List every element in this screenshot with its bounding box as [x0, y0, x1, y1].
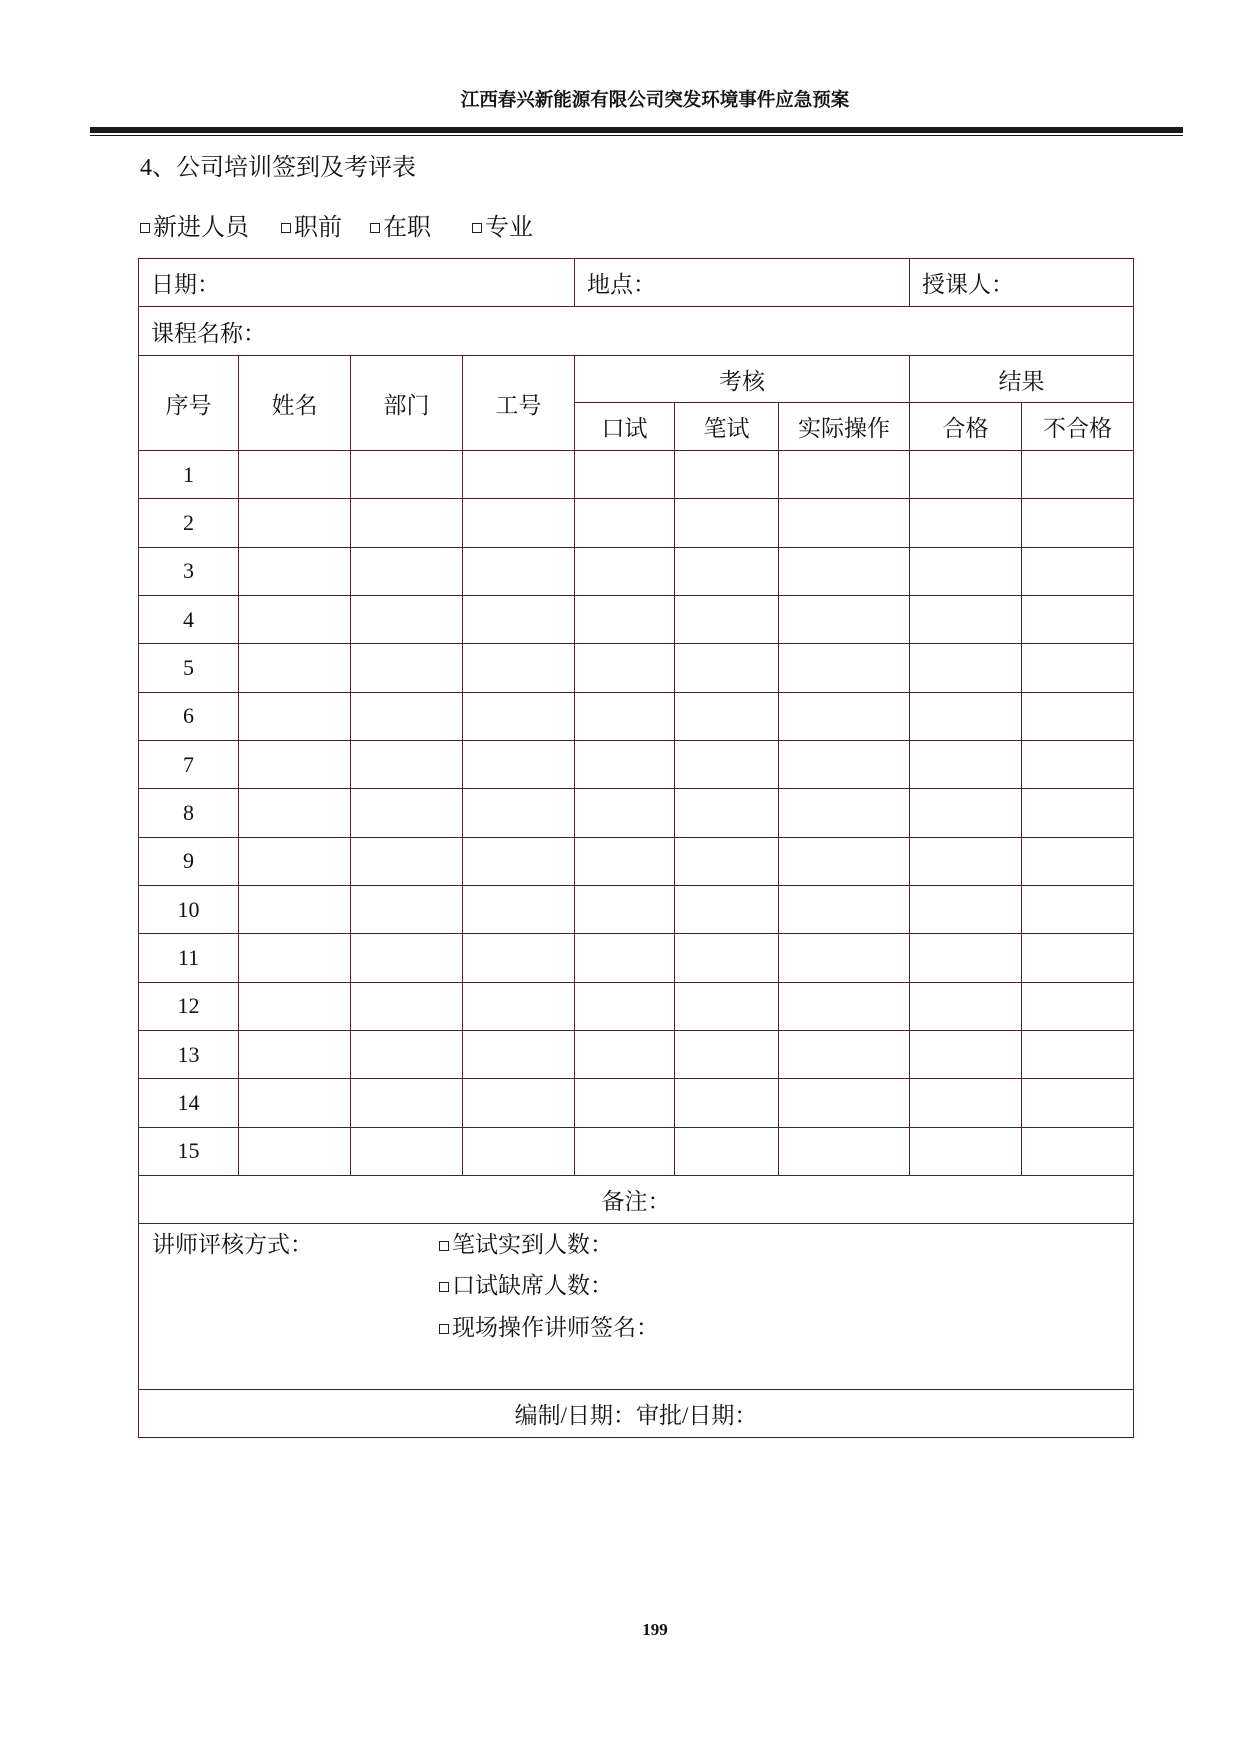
name-cell	[239, 837, 351, 885]
employee-id-cell	[463, 1079, 575, 1127]
table-row	[139, 1079, 1134, 1127]
remarks-row	[139, 1175, 1134, 1223]
evaluation-item-written-attendance	[439, 1224, 659, 1266]
department-cell	[351, 595, 463, 643]
option-label: 在职	[383, 215, 431, 241]
evaluation-items	[439, 1224, 659, 1349]
oral-exam-cell	[575, 451, 675, 499]
fail-cell	[1022, 982, 1134, 1030]
pass-cell	[910, 595, 1022, 643]
table-row	[139, 1127, 1134, 1175]
practical-exam-cell	[779, 982, 910, 1030]
row-number: 4	[139, 595, 239, 643]
oral-exam-cell	[575, 982, 675, 1030]
written-exam-cell	[675, 1030, 779, 1078]
pass-cell	[910, 499, 1022, 547]
pass-cell	[910, 885, 1022, 933]
department-cell	[351, 789, 463, 837]
practical-exam-cell	[779, 1079, 910, 1127]
fail-cell	[1022, 1030, 1134, 1078]
option-label: 专业	[485, 215, 533, 241]
column-header-name: 姓名	[239, 356, 351, 451]
section-title: 4、公司培训签到及考评表	[140, 155, 416, 181]
name-cell	[239, 934, 351, 982]
option-on-job	[370, 213, 431, 243]
checkbox-icon	[439, 1282, 449, 1292]
header-rule	[90, 127, 1183, 136]
practical-exam-cell	[779, 692, 910, 740]
name-cell	[239, 595, 351, 643]
fail-cell	[1022, 1079, 1134, 1127]
pass-cell	[910, 692, 1022, 740]
option-new-staff	[140, 213, 249, 243]
department-cell	[351, 982, 463, 1030]
row-number: 1	[139, 451, 239, 499]
employee-id-cell	[463, 595, 575, 643]
pass-cell	[910, 547, 1022, 595]
name-cell	[239, 547, 351, 595]
table-row	[139, 644, 1134, 692]
written-exam-cell	[675, 1127, 779, 1175]
evaluation-item-oral-absence	[439, 1265, 659, 1307]
row-number: 14	[139, 1079, 239, 1127]
employee-id-cell	[463, 692, 575, 740]
employee-id-cell	[463, 740, 575, 788]
department-cell	[351, 740, 463, 788]
column-header-employee-id: 工号	[463, 356, 575, 451]
written-exam-cell	[675, 789, 779, 837]
pass-cell	[910, 1079, 1022, 1127]
table-row	[139, 740, 1134, 788]
table-row	[139, 934, 1134, 982]
column-header-oral-exam: 口试	[575, 403, 675, 451]
row-number: 11	[139, 934, 239, 982]
written-exam-cell	[675, 885, 779, 933]
page-number: 199	[642, 1620, 668, 1639]
fail-cell	[1022, 934, 1134, 982]
date-label: 日期：	[139, 259, 575, 307]
oral-exam-cell	[575, 789, 675, 837]
evaluation-item-label: 笔试实到人数：	[452, 1231, 613, 1257]
department-cell	[351, 885, 463, 933]
row-number: 9	[139, 837, 239, 885]
oral-exam-cell	[575, 885, 675, 933]
oral-exam-cell	[575, 1079, 675, 1127]
row-number: 3	[139, 547, 239, 595]
row-number: 10	[139, 885, 239, 933]
employee-id-cell	[463, 982, 575, 1030]
evaluation-box	[139, 1224, 1133, 1388]
checkbox-icon	[281, 223, 291, 233]
written-exam-cell	[675, 692, 779, 740]
evaluation-item-onsite-signature	[439, 1307, 659, 1349]
practical-exam-cell	[779, 885, 910, 933]
name-cell	[239, 499, 351, 547]
pass-cell	[910, 451, 1022, 499]
table-row	[139, 982, 1134, 1030]
column-header-serial-no: 序号	[139, 356, 239, 451]
checkbox-icon	[370, 223, 380, 233]
table-row	[139, 499, 1134, 547]
written-exam-cell	[675, 740, 779, 788]
oral-exam-cell	[575, 644, 675, 692]
table-row	[139, 595, 1134, 643]
fail-cell	[1022, 789, 1134, 837]
practical-exam-cell	[779, 547, 910, 595]
info-row	[139, 259, 1134, 307]
department-cell	[351, 837, 463, 885]
evaluation-method-label: 讲师评核方式：	[152, 1231, 313, 1257]
written-exam-cell	[675, 595, 779, 643]
signoff-label: 编制/日期：审批/日期：	[139, 1389, 1134, 1437]
practical-exam-cell	[779, 595, 910, 643]
fail-cell	[1022, 547, 1134, 595]
department-cell	[351, 499, 463, 547]
oral-exam-cell	[575, 1127, 675, 1175]
evaluation-row	[139, 1223, 1134, 1389]
training-type-options	[0, 213, 700, 243]
fail-cell	[1022, 451, 1134, 499]
fail-cell	[1022, 595, 1134, 643]
table-row	[139, 789, 1134, 837]
written-exam-cell	[675, 934, 779, 982]
name-cell	[239, 1030, 351, 1078]
employee-id-cell	[463, 499, 575, 547]
employee-id-cell	[463, 1030, 575, 1078]
practical-exam-cell	[779, 644, 910, 692]
pass-cell	[910, 982, 1022, 1030]
employee-id-cell	[463, 547, 575, 595]
column-header-written-exam: 笔试	[675, 403, 779, 451]
employee-id-cell	[463, 885, 575, 933]
written-exam-cell	[675, 499, 779, 547]
fail-cell	[1022, 837, 1134, 885]
course-row	[139, 307, 1134, 356]
name-cell	[239, 644, 351, 692]
name-cell	[239, 740, 351, 788]
written-exam-cell	[675, 451, 779, 499]
table-row	[139, 692, 1134, 740]
practical-exam-cell	[779, 1127, 910, 1175]
name-cell	[239, 789, 351, 837]
evaluation-item-label: 口试缺席人数：	[452, 1273, 613, 1299]
training-signin-table	[138, 258, 1134, 1438]
option-label: 职前	[294, 215, 342, 241]
employee-id-cell	[463, 934, 575, 982]
column-header-fail: 不合格	[1022, 403, 1134, 451]
row-number: 7	[139, 740, 239, 788]
column-header-result: 结果	[910, 356, 1134, 403]
practical-exam-cell	[779, 740, 910, 788]
table-row	[139, 1030, 1134, 1078]
checkbox-icon	[439, 1324, 449, 1334]
remarks-label: 备注：	[139, 1175, 1134, 1223]
table-row	[139, 885, 1134, 933]
row-number: 6	[139, 692, 239, 740]
name-cell	[239, 1079, 351, 1127]
table-row	[139, 451, 1134, 499]
practical-exam-cell	[779, 789, 910, 837]
fail-cell	[1022, 740, 1134, 788]
checkbox-icon	[439, 1241, 449, 1251]
name-cell	[239, 451, 351, 499]
practical-exam-cell	[779, 499, 910, 547]
fail-cell	[1022, 499, 1134, 547]
oral-exam-cell	[575, 547, 675, 595]
instructor-label: 授课人：	[910, 259, 1134, 307]
location-label: 地点：	[575, 259, 910, 307]
entry-rows	[139, 451, 1134, 1176]
table-row	[139, 547, 1134, 595]
employee-id-cell	[463, 1127, 575, 1175]
row-number: 2	[139, 499, 239, 547]
row-number: 12	[139, 982, 239, 1030]
practical-exam-cell	[779, 934, 910, 982]
pass-cell	[910, 1030, 1022, 1078]
name-cell	[239, 885, 351, 933]
department-cell	[351, 451, 463, 499]
department-cell	[351, 692, 463, 740]
pass-cell	[910, 789, 1022, 837]
checkbox-icon	[140, 223, 150, 233]
pass-cell	[910, 644, 1022, 692]
oral-exam-cell	[575, 740, 675, 788]
column-header-department: 部门	[351, 356, 463, 451]
oral-exam-cell	[575, 837, 675, 885]
department-cell	[351, 1079, 463, 1127]
written-exam-cell	[675, 644, 779, 692]
table-row	[139, 837, 1134, 885]
employee-id-cell	[463, 451, 575, 499]
employee-id-cell	[463, 644, 575, 692]
option-label: 新进人员	[153, 215, 249, 241]
department-cell	[351, 547, 463, 595]
written-exam-cell	[675, 837, 779, 885]
page-header-title: 江西春兴新能源有限公司突发环境事件应急预案	[460, 91, 850, 111]
oral-exam-cell	[575, 692, 675, 740]
employee-id-cell	[463, 837, 575, 885]
written-exam-cell	[675, 1079, 779, 1127]
fail-cell	[1022, 885, 1134, 933]
employee-id-cell	[463, 789, 575, 837]
row-number: 5	[139, 644, 239, 692]
pass-cell	[910, 740, 1022, 788]
pass-cell	[910, 837, 1022, 885]
oral-exam-cell	[575, 499, 675, 547]
evaluation-item-label: 现场操作讲师签名：	[452, 1314, 659, 1340]
practical-exam-cell	[779, 837, 910, 885]
fail-cell	[1022, 692, 1134, 740]
pass-cell	[910, 934, 1022, 982]
practical-exam-cell	[779, 451, 910, 499]
oral-exam-cell	[575, 1030, 675, 1078]
column-header-pass: 合格	[910, 403, 1022, 451]
department-cell	[351, 1127, 463, 1175]
option-pre-job	[281, 213, 342, 243]
oral-exam-cell	[575, 595, 675, 643]
written-exam-cell	[675, 547, 779, 595]
name-cell	[239, 692, 351, 740]
department-cell	[351, 934, 463, 982]
oral-exam-cell	[575, 934, 675, 982]
fail-cell	[1022, 644, 1134, 692]
department-cell	[351, 1030, 463, 1078]
row-number: 13	[139, 1030, 239, 1078]
fail-cell	[1022, 1127, 1134, 1175]
column-header-assessment: 考核	[575, 356, 910, 403]
signoff-row	[139, 1389, 1134, 1437]
course-name-label: 课程名称：	[139, 307, 1134, 356]
name-cell	[239, 1127, 351, 1175]
option-professional	[472, 213, 533, 243]
pass-cell	[910, 1127, 1022, 1175]
evaluation-cell	[139, 1223, 1134, 1389]
written-exam-cell	[675, 982, 779, 1030]
column-header-practical: 实际操作	[779, 403, 910, 451]
header-row	[139, 356, 1134, 403]
practical-exam-cell	[779, 1030, 910, 1078]
row-number: 15	[139, 1127, 239, 1175]
checkbox-icon	[472, 223, 482, 233]
row-number: 8	[139, 789, 239, 837]
name-cell	[239, 982, 351, 1030]
department-cell	[351, 644, 463, 692]
